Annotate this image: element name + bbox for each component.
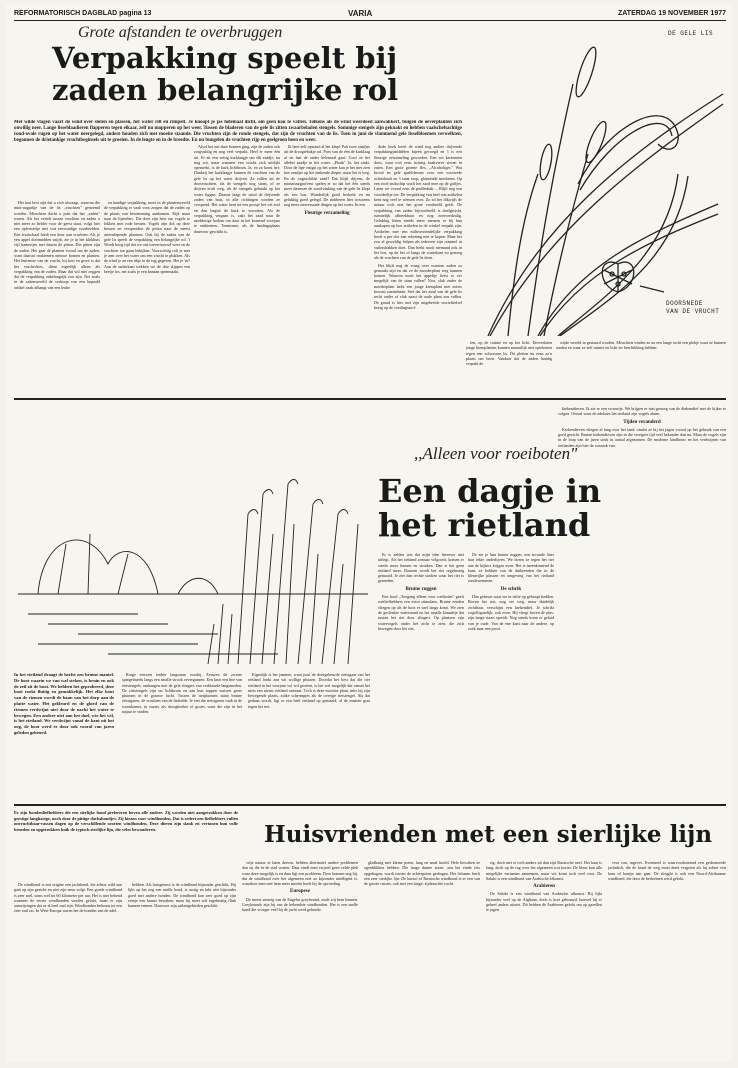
article2-midhead-2: De schrik (500, 586, 522, 592)
article3-midhead-1-text: De meest stenzig van de Engelse greyhound, zoals wij hem kennen. Greyhounds zijn bij ons de bekendste windhonden. Het is een snelle hond die vroeger veel bij de jacht werd gebruikt. (242, 896, 358, 913)
masthead-paper-page: REFORMATORISCH DAGBLAD pagina 13 (14, 10, 152, 17)
article1-col-5 (374, 144, 462, 386)
article1-col-1-text: Het ken best zijn dat u zich afvraagt, waarom die mini-augurkje van de lis ,,vruchten" genoemd worden. Misschien dacht u juist dat het ,,zaden" waren. Als het vertelt tussen vruchten en zaden u niet meer zo helder voor de geest staat, volgt hier een opfrissertje met wat eenvoudige voorbeelden. Een fruitschaal biedt een keur aan vruchten. Als je een appel doormidden snijdt, zie je in het klokhuis vijf kamertjes met daarin de pitten. Die pitten zijn de zaden. Het gaat de planten vooral om de zaden, want daaruit ontkiemen nieuwe bomen en planten. Het buitenste van de vrucht, hij kort en groot is dat het vruchtvlees, dient eigenlijk alleen als verpakking van de zaden. Maar dat wil niet zeggen dat de verpakking onbelangrijk zou zijn. Net zoals in de zakenwereld de verkoop van een bepaald artikel vaak afhangt van een leuke (14, 200, 100, 290)
article1-headline (52, 42, 398, 106)
article3-col-4 (364, 860, 480, 1050)
article3-midhead-2-text: De Saluki is een windhond van Arabische afkomst. Bij lijkt bijzonder veel op de Afghaan, doch is kort gebouwd, hoewel hij er geheel anders uitziet. Dit hebben de Arabieren gefokt om op gazellen te jagen. (486, 891, 602, 913)
article3-intro: Er zijn hondenliefhebbers die een sierlijke hond prefereren boven alle andere. Zij worden niet aangetrokken door de geestige langharige, noch door de pittige dachshondjes. Zij kiezen voor windhonden. Dat is sedert een liefhebbers vullen onvruchtbaar-rassen dagen op de verschillende soorten windhonden. Deze dieren zijn slank en vertonen hun volle beneden en opgetrokken buik de typisch sierlijke lijn, die veles bewonderen. (14, 810, 238, 832)
article2-col-5 (248, 672, 370, 780)
article1-col-5-text: fen, op de ruimte en op het licht. Desverlaten jonge kiemplanten kunnen natuurlijk niet optekenen tegen een volwassen lis. Dit pleiten nu eens zo'n plaats om heen. Vandaar dat de zaden handig verpakt de (466, 340, 552, 367)
article3-col-5 (486, 860, 602, 1050)
masthead-section: VARIA (348, 9, 373, 18)
article1-col-4-tail: Het blijft nog de vraag over waarom zaden zo gemaakt zijn en dat ze de moederplant weg kunnen komen. Waarom moet het appeltje liefst er ver mogelijk van de stam vallen? Nou, vlak onder de moederplant lacht een jonge kiemplant niet zoiets bewust zaaienbaan. Stel dat het zaad van de gele lis recht onder of vlak naast de oude plant zou vallen. De grond is hier met zijn uitgebreide wortelstelsel bezig op de voedingsstof- (374, 262, 462, 310)
article2-midhead-2-text: Dan gebeurt waar we in stilte op gehoopt hadden. Boven het riet, nog ver weg, maar duidelijk zichtbaar, verschijnt een kiekendief. Je schrikt vogelfigurelijk, ook even. Hij vliegt boven de plas, zijn lange staart spreidt. Nog steeds komt er geluid van je oude. Van de ene kant naar de andere, op zoek naar een prooi. (468, 594, 554, 631)
article1-subhead: Grote afstanden te overbruggen (78, 24, 283, 41)
article2-midhead-3-text: Kiekendieven vliegen al lang over het land, omdat ze bij het jagen vooral op het gebruik van een goed gezicht. Bruine kiekendieven zijn in die vroegere tijd veel bekender dan nu. Maar de vogels zijn in de loop van de jaren sterk in aantal afgenomen. De moderne landbouw en het verdwijnen van rietlanden zijn hier de oorzaak van. (558, 426, 726, 448)
article1-col-2-text: en handige verpakking, moet in de plantenwereld de verpakking er vaak voor zorgen dat de zaden op de plaats van bestemming aankomen. Kijk maar naar de lijsterbes. Die doet zijn best om vogels te lokken met rode bessen. Vogels zijn dol op deze bessen en verspreiden de pitten naar de meest uiteenlopende plaatsen. Ook bij de zaden van de gele lis speelt de verpakking een belangrijke rol. 't Wordt hoog tijd dat we ons toevertrouwd weer en de vruchten toe gaan bekijken. Voorzichtig rolt je met je arm over het water om een vrucht te plukken. Als de wind je an een tikje in de rug gegeven. Het je 'm? Aan de onderkant trekken we de drie slippen een beetje los, net zoals je een banaan openmaakt. (104, 200, 190, 274)
article2-col-3-text: kiekendieven. Ik zie er een vrouwtje. We krijgen er niet genoeg van de diekendief met de kijker te volgen. Overal waar de adelaars het rietland zijn vogels alarm. (558, 406, 726, 417)
article3-headline: Huisvrienden met een sierlijke lijn (264, 821, 713, 848)
article1-col-3 (194, 144, 280, 386)
article1-col-6-text: wijde wereld in gestuurd worden. Misschien vinden ze na een lange tocht een plekje waar ze kunnen aarden en waar ze zelf ruimte en licht ter beschikking hebben. (556, 340, 726, 351)
divider-2 (14, 804, 726, 806)
article2-midhead-1: Bruine ruggen (405, 586, 437, 592)
article2-col-4-text: Ruige eeuwen treden langzaam voorbij. Eeuwen de zwarte spiegelmeels langs een smalle strook oeverganzen. Een knot een boe van rietstengels, omhangen met de gele slingers van verklaarde langsmeden. De rietstengels zijn nu lichtbruin en aan hun toppen wuiven grote pluimen in de grauwe lucht. Tussen de rietpluimen staan bruine rietsigaren, de vruchten van de lisdodde. Je ziet die rietsigaren vaak in de woonkamer, in vazen, als droogboeket of groen, want die zijn in het najaar te vinden. (122, 672, 242, 715)
iris-caption-bottom-2: VAN DE VRUCHT (666, 308, 720, 315)
article3-col-6-text: vera van, ingevet. Eventueel is waarvoorkomend een gedroneerde jachtdrift, die de hond de weg moet doen vergeten als hij achter een haas of konijn aan gaat. De sloughi is ook een Noord-Afrikaanse windhond, die door de bedoeïnen werd gefokt. (608, 860, 726, 881)
article2-midhead-1-text: Een bord ,,Toegang alleen voor roeiboten" geeft roeiliefhebbers een extra stimulans. Bruine eenden vliegen op als de boot er snel langs komt. We zien de geslonkte waterstand en het smalle kanaaltje dat tussen het riet door slingert. Op plaatsen zijn watervogels onder het zicht te zien, die zich bewegen door het riet. (378, 594, 464, 631)
article1-col-7 (556, 340, 726, 386)
article1-midhead: Fleurige verzameling (304, 210, 350, 216)
reed-landscape-illustration (18, 474, 368, 664)
iris-caption-top: DE GELE LIS (668, 30, 714, 37)
article1-col-1 (14, 200, 100, 386)
article1-headline-line2: zaden belangrijke rol (52, 73, 399, 107)
article2-col-4 (122, 672, 242, 780)
article3-col-1-text: De windhond is een origine een jachthond, die achter wild aan gaat op zijn gezicht en niet zijn neus volgt. Een goede windhond is zeer snel, soms wel tot 60 kilometer per uur. Het is niet bekend wanneer de eerste windhonden werden gefokt, maar er zijn aanwijzingen dat ze al heel oud zijn. Windhonden behoren tot een zeer oud ras. In West-Europa waren het de honden van de adel. (14, 882, 122, 914)
article3-col-2-text: hebben. Als huisgenoot is de windhond bijzonder geschikt. Hij lijkt op het oog een snelle hond, is rustig en lukt niet bijzonder goed met andere honden. De windhond kan zeer goed op zijn eentje een kamer bewaken, maar hij moet wel regelmatig flink kunnen rennen. Daarvoor zijn uitlaatgebieden geschikt. (128, 882, 236, 909)
article2-col-2 (468, 552, 554, 782)
article2-midhead-3: Tijden veranderd (623, 419, 661, 425)
article3-col-5-text: rig, doch niet er toch anders uit dan zijn Russische neef. Het haar is lang, doch op de rug over het algemeen wat korter. De kleur kan alle mogelijke varianten aannemen, maar wit komt toch veel voor. De Saluki is een windhond van Arabische afkomst. (486, 860, 602, 881)
article3-midhead-2: Arabieren (533, 884, 555, 890)
article1-headline-line1: Verpakking speelt bij (52, 41, 398, 75)
article3-col-6 (608, 860, 726, 1050)
article3-col-3 (242, 860, 358, 1050)
masthead (14, 7, 726, 21)
article2-col-2-text: De zie je hun bruine ruggen, een seconde later hun fekte onderlijven. We horen ze tegen het riet aan de kijkers krijgen even. Het is ineenkomend de kant, ze bokken van de duikeenden die in de kleurrijke plassen en omgeving van het rietland rondzwemmen. (468, 552, 554, 584)
iris-illustration (468, 24, 726, 336)
article2-intro: In het rietland draagt de herfst een bruine mantel. De boot waarin we van wal steken, is bruin en ook de zeil zit de boot. We hebben het geprobeerd, deze boot rookt fluitig en gemakkelijk. Het elke hout van de riemen wordt de baan van het dorp aan de platte water. Het gekleurd en de gloed van de riemen verdwijnt niet door de nacht het water te bewegen. Een andere niet aan het doel, wie het wil, is het rietland. We verdwijnt vanaf de kant uit het oog, de boot werd er door ook vooral van jaren geleden gebeurd. (14, 672, 114, 735)
article2-col-1-text: Er is zelden iets dat mijn idee hierover niet uitlegt. Als het rietland zomaar volgroeit, komen er steeds meer bomen en struiken. Dan is het geen rietland meer. Daarom wordt het riet regelmatig gemaaid. Je ziet dan rechte stroken waar het riet is gesneden. (378, 552, 464, 584)
article3-col-3-text: vrije natuur te laten draven, hebben alternatief andere problemen dan zij die in de stad wonen. Daar vindt men vrijwel geen velde plek waar deze mogelijk is en daar ligt een probleem. Door kunnen nog bij, dat de windhond over het algemeen niet zo bijzonder intelligent is, waardoor men met hem meer moeite heeft bij de opvoeding. (242, 860, 358, 887)
article3-midhead-1: Europese (290, 889, 310, 895)
article1-col-6 (466, 340, 552, 386)
iris-caption-bottom-1: DOORSNEDE (666, 300, 703, 307)
article3-col-1 (14, 882, 122, 1050)
article2-col-1 (378, 552, 464, 782)
article2-col-5-text: Eigenlijk is het jammer, want juist de doorgebeurde rietsigaar van het rietland lonkt aan wit wollige pluizen. Doordat het best dat die riet rietland in het voorjaar vol wil groeien, is het wel mogelijk dat vanuit het niets een nieuw rietland ontstaat. Toch is deze mooiste plant, mits hij zijn bewegende plaats, zulke schermpjes als de overige rietstengel. Als dat gedaan wordt, ligt er een heel rietland op gemaaid, al de maaien gras tegen het riet. (248, 672, 370, 709)
article3-col-4-text: gladharig met kleine poten, lang en smal hoofd. Hele bewaken ze ogenblikken hebben. Die lange dunne staart, aan het einde iets opgebogen, wordt tussen de achterpoten gedragen. Het lichaam heeft een zeer sierlijke lijn. De barzoi of Russische windhond is er een van de groote rassen, ook met een lange, zijdezachte vacht. (364, 860, 480, 887)
article1-col-4-text: dode hoek heeft de wind nog andere drijvende verpakkingsmiddelen bijeen gevoegd en 't is een fleurige verzameling geworden. Een wit kartonnen doos, waar ooit eens twintig kaakvieve sieren in zaten. Een grote groene fles, ,,Alcoholiger." Wat brood en gele spaltblessen voor een voortrede achterhaalt en 't staat erop, glanzende mosbeien. Op een rood stukschip wuift het zaad mee op de golfjes. Laten we vooral eens de prullenbak ... Blijft nog een voordeeltje toe. De verpakking van heel wat artikelen kent nog veel te wensen over. Zo zit het dikwijls de natuur toch niet het grote voorbeeld geeft. De verpakking van zaden bijvoorbeeld is doelgericht, ruimtelijk afbreekbaar en nog zoetvoedzalig. Gelukkig letten steeds meer mensen er bij hun aankopen op hoe artikelen in de winkel verpakt zijn. Artikelen met een milieuvriendelijke verpakking hoeft u per slot van rekening niet te kopen. Maar het zou al geweldig helpen als iedereen zijn rommel in vuilnisbakken doet. Dan brekt nooit niemand ook in het bos, op de hei of langs de waterkant nu genoeg als de vruchten van de gele lis doen. (374, 144, 462, 261)
article1-intro: Met wilde vlagen vaart de wind over sloten en plassen, het water rilt en rimpelt. Je knoopt je jas helemaal dicht, om geen kou te vatten. Tolkens als de wind weerdoed aanwakkert, buigen de oeverplanten zich onwillig neer. Lange lisseblaadieren flapperen tegen elkaar, zelf nu mopperen op het weer. Tussen de bladeren van de gele lis zitten zwaarbeladen stengels. Sommige stengels zijn geknakt en hebben vaalschelsachtige rond-ovale rugen op het water neergelegd, andere houden zich met moeite staande. Die vruchten zijn de ronde stengels, dat zijn de vruchten van de lis. Toen in juni de vlammend gele lisselbloemen verwelkten, begonnen de drietankige vruchtbeginsels uit te groeien. In de lengte en in de breedte. En nu bungelen de vruchten rijp en geelgroen heen en weer. (14, 120, 462, 144)
article1-col-4 (284, 144, 370, 386)
article2-headline-line1: Een dagje in (378, 472, 602, 510)
divider-1 (14, 398, 726, 400)
article2-col-3 (558, 406, 726, 782)
article3-col-2 (128, 882, 236, 1050)
article2-subhead: ,,Alleen voor roeiboten" (414, 444, 578, 463)
masthead-date: ZATERDAG 19 NOVEMBER 1977 (617, 10, 726, 17)
article1-midhead-text: Ik heet zelf opstand al het klapt. Pak twee zaadjes uit de droogtebakje rol. Poes van de één de kurklaag af en laat de ander helemaal gaaf. Gooi ze het allebei zaadje in het water. ,,Plonk" Ja, het zinkt. Door de lipe vangst op het water kan je het niet zien hoe zaadjes op het zinkende diepte, maar het is weg. En de ongeschilde zaad? Dat blijft drijven, de miniatuurgrofvest spelen er zo dat het één steeds meer daarmee de wind-zinking van de gele lis klopt als een bus. Wonderlijk goed bedacht en nu gelukkig goed gelegd. De dobberen hier trouwens nog meer interessante dingen op het water. In een (284, 144, 370, 208)
article2-headline-line2: het rietland (378, 506, 591, 544)
article1-col-3-text: Alsof het om dure bonnen ging, zijn de zaden ook zorgvuldig en nog veel verpakt. Heel er meer één uit. Er zit een vettig kurklaagje om elk zaadje, nu nog wit, maar wanneer een vrucht zich uitdijkt opentrekt, is de kurk lichtbruin. Ja, en zo komt het: Dankzij het kurklaagje kunnen de vruchten van de gele lis op het water drijven. Ze vallen uit de doosvruchten, als de stengels nog staan, of ze drijven erult weg, als de stengels geknakt op het water liggen. Daarna laagt de wind de drijvende zaden van huis, in alle richtingen worden ze verspreid. Het water kent na een poosje het vet eraf en dan begint de kurk te verrotten. Als de verpakking vergaan is, zakt het zaad naar de modderige bodem om daar in het komend voorjaar te ontkiemen. Tenminste, als de landingsplaats daarvoor geschikt is. (194, 144, 280, 234)
newspaper-page (6, 4, 732, 1062)
article1-col-2 (104, 200, 190, 386)
